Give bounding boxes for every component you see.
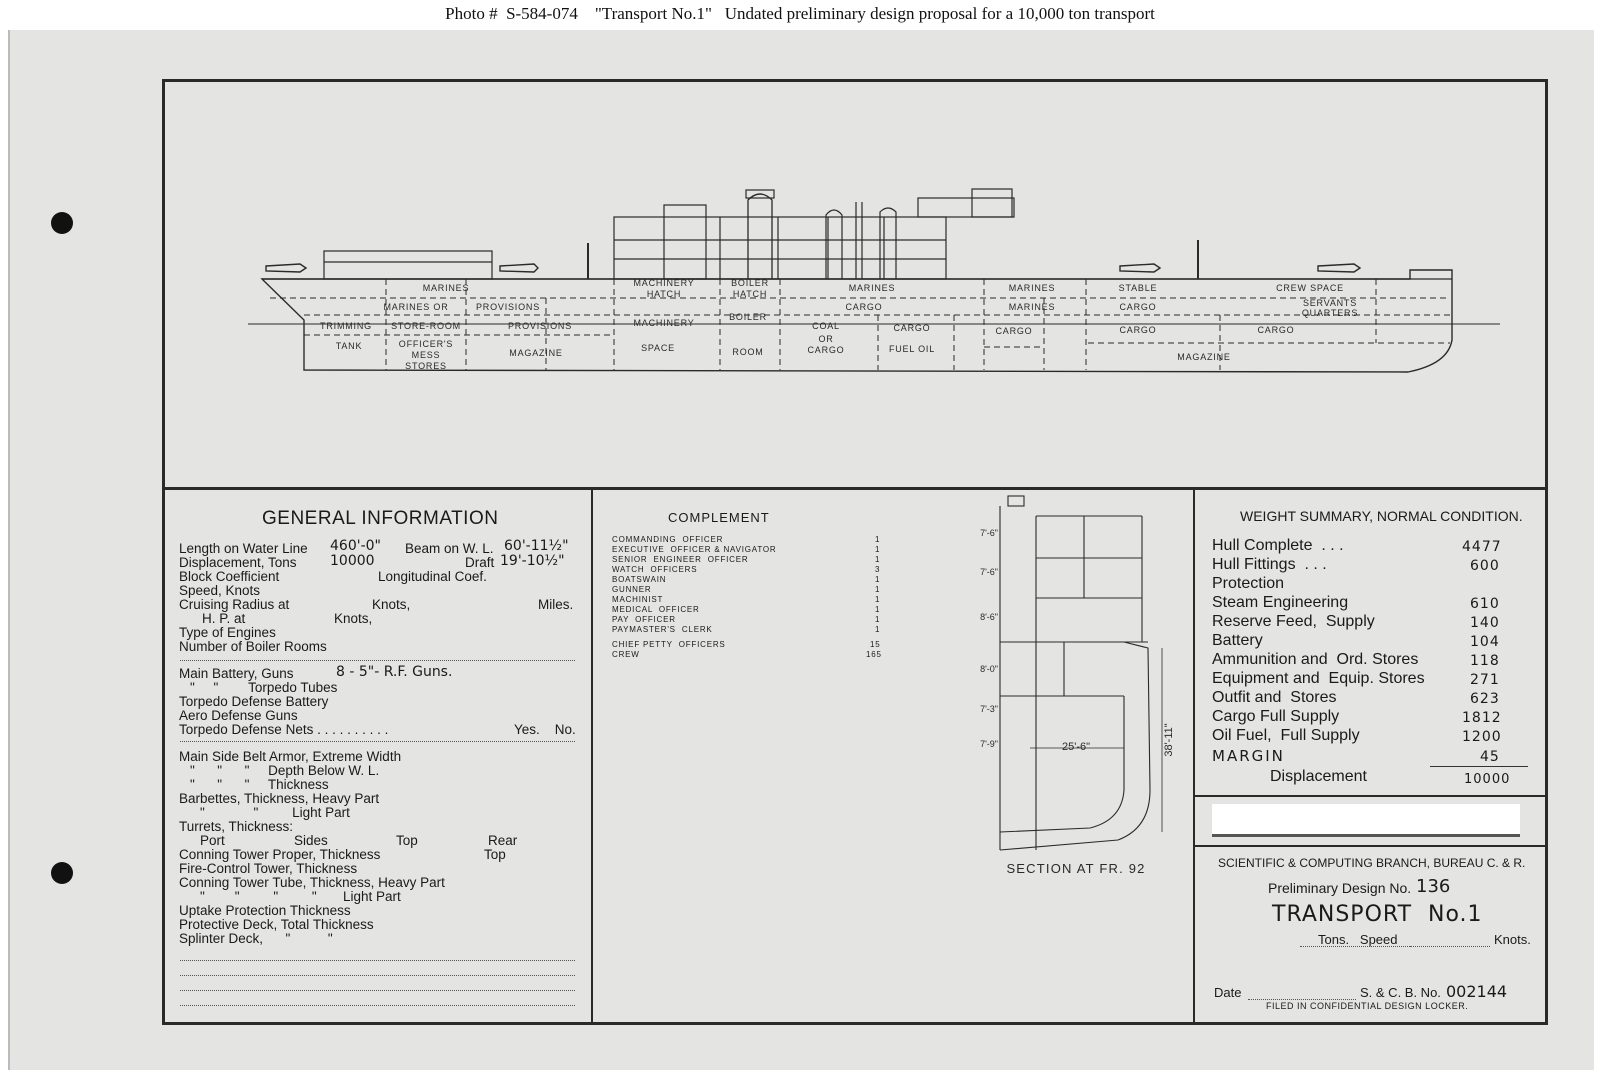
gi-displacement-value: 10000 (330, 553, 375, 569)
design-number: 136 (1416, 876, 1451, 897)
label-trimming: TRIMMING (320, 321, 372, 331)
gi-yes-no: Yes. No. (514, 722, 576, 737)
ws-value: 1812 (1462, 710, 1502, 726)
date-label: Date (1214, 985, 1242, 1000)
label-boiler-hatch: BOILER (731, 278, 769, 288)
ws-value: 600 (1470, 558, 1500, 574)
gi-torpedo-battery: Torpedo Defense Battery (179, 694, 329, 709)
label-tank: TANK (335, 341, 363, 351)
section-dim-5: 7'-3" (980, 704, 998, 714)
label-space: SPACE (641, 343, 675, 353)
label-marines-or: MARINES OR (383, 302, 449, 312)
gi-boiler-rooms: Number of Boiler Rooms (179, 639, 327, 654)
gi-belt-depth: " " " Depth Below W. L. (190, 763, 380, 778)
gi-long-coef: Longitudinal Coef. (378, 569, 487, 584)
ws-row: Oil Fuel, Full Supply (1212, 727, 1360, 744)
comp-row: PAY OFFICER (612, 615, 676, 624)
comp-val: 1 (875, 555, 881, 564)
ws-row: Protection (1212, 575, 1285, 592)
label-cargo-aft-3: CARGO (1119, 325, 1157, 335)
label-provisions-top: PROVISIONS (475, 302, 541, 312)
label-hatch-1: HATCH (646, 289, 682, 299)
comp-row: SENIOR ENGINEER OFFICER (612, 555, 749, 564)
label-crew-space: CREW SPACE (1276, 283, 1344, 293)
gi-beam-value: 60'-11½" (504, 538, 569, 554)
gi-knots-2: Knots, (334, 611, 373, 626)
section-dim-3: 8'-6" (980, 612, 998, 622)
gi-miles: Miles. (538, 597, 574, 612)
ws-value: 104 (1470, 634, 1500, 650)
ws-value: 1200 (1462, 729, 1502, 745)
label-cargo-fo: CARGO (893, 323, 931, 333)
comp-row: EXECUTIVE OFFICER & NAVIGATOR (612, 545, 777, 554)
label-cargo-aft-4: CARGO (1257, 325, 1295, 335)
gi-turret-port: Port (200, 833, 225, 848)
comp-row: CREW (612, 650, 640, 659)
gi-draft-label: Draft (465, 555, 495, 570)
label-cargo-aft-1: CARGO (995, 326, 1033, 336)
gi-turret-sides: Sides (294, 833, 328, 848)
ws-value: 623 (1470, 691, 1500, 707)
comp-row: CHIEF PETTY OFFICERS (612, 640, 726, 649)
weight-summary-title: WEIGHT SUMMARY, NORMAL CONDITION. (1240, 508, 1523, 524)
ws-value: 140 (1470, 615, 1500, 631)
midship-section (1000, 496, 1162, 850)
comp-row: WATCH OFFICERS (612, 565, 698, 574)
ws-row: Reserve Feed, Supply (1212, 613, 1375, 630)
gi-ct-tube-light: " " " " Light Part (200, 889, 401, 904)
comp-val: 15 (870, 640, 881, 649)
section-caption: SECTION AT FR. 92 (1006, 861, 1146, 876)
photo-caption: Photo # S-584-074 "Transport No.1" Undated preliminary design proposal for a 10,000 ton transport (445, 4, 1155, 23)
section-depth: 38'-11" (1163, 723, 1175, 757)
comp-val: 1 (875, 605, 881, 614)
gi-beam-label: Beam on W. L. (405, 541, 494, 556)
scb-number: 002144 (1446, 982, 1508, 1001)
filed-note: FILED IN CONFIDENTIAL DESIGN LOCKER. (1266, 1001, 1469, 1011)
gi-uptake: Uptake Protection Thickness (179, 903, 351, 918)
ws-row: Hull Complete . . . (1212, 537, 1344, 554)
gi-main-battery-value: 8 - 5"- R.F. Guns. (336, 664, 453, 680)
gi-barbettes-heavy: Barbettes, Thickness, Heavy Part (179, 791, 380, 806)
label-boiler: BOILER (729, 312, 767, 322)
label-stores: STORES (405, 361, 447, 371)
ws-row: Hull Fittings . . . (1212, 556, 1327, 573)
gi-length-value: 460'-0" (330, 538, 381, 554)
section-dim-2: 7'-6" (980, 567, 998, 577)
comp-val: 1 (875, 595, 881, 604)
ws-row: Equipment and Equip. Stores (1212, 670, 1425, 687)
ws-value: 4477 (1462, 539, 1502, 555)
gi-splinter-deck: Splinter Deck, " " (179, 931, 333, 946)
redacted-stamp (1212, 804, 1520, 837)
label-cargo-aft-2: CARGO (1119, 302, 1157, 312)
ws-row: Cargo Full Supply (1212, 708, 1340, 725)
gi-cruising-radius: Cruising Radius at (179, 597, 290, 612)
gi-main-battery: Main Battery, Guns (179, 666, 294, 681)
comp-row: BOATSWAIN (612, 575, 667, 584)
label-marines-fwd: MARINES (422, 283, 470, 293)
label-marines-aft-1: MARINES (1008, 283, 1056, 293)
gi-aero-guns: Aero Defense Guns (179, 708, 298, 723)
gi-belt-width: Main Side Belt Armor, Extreme Width (179, 749, 402, 764)
comp-row: MEDICAL OFFICER (612, 605, 700, 614)
label-servants: SERVANTS (1302, 298, 1358, 308)
ws-total-label: Displacement (1270, 768, 1367, 785)
gi-turret-top: Top (396, 833, 418, 848)
label-provisions-mid: PROVISIONS (507, 321, 573, 331)
branch-label: SCIENTIFIC & COMPUTING BRANCH, BUREAU C. & R. (1218, 856, 1526, 870)
ws-value: 118 (1470, 653, 1500, 669)
gi-conning-tower: Conning Tower Proper, Thickness (179, 847, 381, 862)
label-cargo-mid: CARGO (845, 302, 883, 312)
label-machinery: MACHINERY (633, 318, 695, 328)
comp-val: 1 (875, 575, 881, 584)
section-dim-6: 7'-9" (980, 739, 998, 749)
label-magazine-fwd: MAGAZINE (509, 348, 563, 358)
complement-title: COMPLEMENT (668, 510, 770, 525)
general-info-title: GENERAL INFORMATION (262, 508, 499, 529)
gi-displacement: Displacement, Tons (179, 555, 297, 570)
gi-block-coef: Block Coefficient (179, 569, 280, 584)
ws-value: 45 (1480, 749, 1500, 765)
gi-belt-thickness: " " " Thickness (190, 777, 329, 792)
comp-row: MACHINIST (612, 595, 664, 604)
section-dim-4: 8'-0" (980, 664, 998, 674)
gi-knots-1: Knots, (372, 597, 411, 612)
gi-ct-tube-heavy: Conning Tower Tube, Thickness, Heavy Part (179, 875, 445, 890)
prelim-label: Preliminary Design No. (1268, 880, 1412, 896)
ws-row: MARGIN (1212, 747, 1285, 765)
comp-val: 1 (875, 545, 881, 554)
comp-val: 3 (875, 565, 881, 574)
comp-row: COMMANDING OFFICER (612, 535, 724, 544)
gi-turret-rear: Rear (488, 833, 518, 848)
section-half-beam: 25'-6" (1061, 741, 1091, 753)
gi-speed: Speed, Knots (179, 583, 261, 598)
knots-label: Knots. (1494, 932, 1531, 947)
label-room: ROOM (732, 347, 764, 357)
gi-length: Length on Water Line (179, 541, 308, 556)
comp-val: 1 (875, 585, 881, 594)
gi-engines: Type of Engines (179, 625, 276, 640)
gi-torpedo-tubes: " " Torpedo Tubes (190, 680, 338, 695)
comp-val: 1 (875, 625, 881, 634)
gi-barbettes-light: " " Light Part (200, 805, 350, 820)
gi-fire-control: Fire-Control Tower, Thickness (179, 861, 358, 876)
tons-speed-label: Tons. Speed (1318, 932, 1398, 947)
comp-val: 1 (875, 615, 881, 624)
label-coal: COAL (812, 321, 840, 331)
label-marines-aft-2: MARINES (1008, 302, 1056, 312)
gi-torpedo-nets: Torpedo Defense Nets . . . . . . . . . . (179, 722, 389, 737)
gi-protective-deck: Protective Deck, Total Thickness (179, 917, 374, 932)
label-quarters: QUARTERS (1301, 308, 1359, 318)
ws-value: 271 (1470, 672, 1500, 688)
label-hatch-2: HATCH (732, 289, 768, 299)
gi-conning-top: Top (484, 847, 506, 862)
label-stable: STABLE (1118, 283, 1158, 293)
label-cargo-coal: CARGO (807, 345, 845, 355)
ws-total-value: 10000 (1464, 772, 1511, 787)
label-magazine-aft: MAGAZINE (1177, 352, 1231, 362)
ws-row: Battery (1212, 632, 1263, 649)
gi-draft-value: 19'-10½" (500, 553, 565, 569)
label-store-room: STORE-ROOM (391, 321, 461, 331)
comp-row: GUNNER (612, 585, 652, 594)
label-officers: OFFICER'S (398, 339, 454, 349)
gi-hp-at: H. P. at (202, 611, 246, 626)
ws-row: Outfit and Stores (1212, 689, 1337, 706)
ws-value: 610 (1470, 596, 1500, 612)
label-mess: MESS (411, 350, 441, 360)
comp-row: PAYMASTER'S CLERK (612, 625, 713, 634)
ws-row: Steam Engineering (1212, 594, 1349, 611)
scb-label: S. & C. B. No. (1360, 985, 1441, 1000)
label-or: OR (818, 334, 834, 344)
comp-val: 1 (875, 535, 881, 544)
label-fuel-oil: FUEL OIL (888, 344, 936, 354)
design-name: TRANSPORT No.1 (1272, 902, 1483, 927)
section-dim-1: 7'-6" (980, 528, 998, 538)
comp-val: 165 (866, 650, 882, 659)
gi-turrets: Turrets, Thickness: (179, 819, 294, 834)
ws-row: Ammunition and Ord. Stores (1212, 651, 1419, 668)
label-marines-mid: MARINES (848, 283, 896, 293)
label-machinery-hatch: MACHINERY (633, 278, 695, 288)
